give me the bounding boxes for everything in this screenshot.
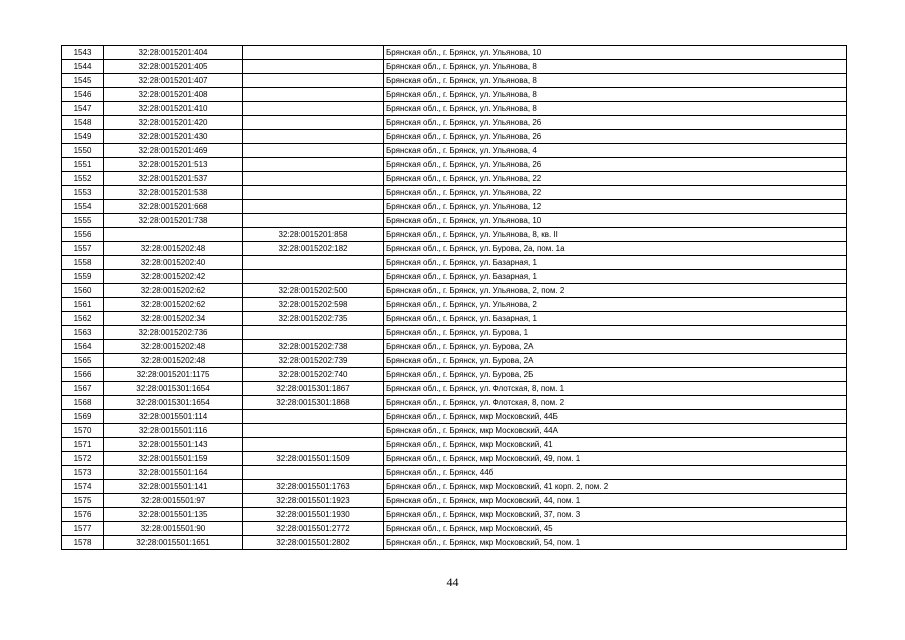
cadastral-number-cell: 32:28:0015201:404	[104, 46, 243, 60]
object-cadastral-number-cell	[243, 130, 384, 144]
row-number-cell: 1559	[62, 270, 104, 284]
address-cell: Брянская обл., г. Брянск, ул. Флотская, 8, пом. 2	[384, 396, 847, 410]
address-cell: Брянская обл., г. Брянск, ул. Бурова, 2а, пом. 1а	[384, 242, 847, 256]
cadastral-number-cell: 32:28:0015202:62	[104, 298, 243, 312]
row-number-cell: 1571	[62, 438, 104, 452]
cadastral-number-cell: 32:28:0015201:420	[104, 116, 243, 130]
cadastral-number-cell: 32:28:0015501:90	[104, 522, 243, 536]
address-cell: Брянская обл., г. Брянск, мкр Московский, 44, пом. 1	[384, 494, 847, 508]
address-cell: Брянская обл., г. Брянск, ул. Ульянова, 8	[384, 60, 847, 74]
address-cell: Брянская обл., г. Брянск, ул. Ульянова, 8	[384, 88, 847, 102]
cadastral-number-cell: 32:28:0015501:114	[104, 410, 243, 424]
table-row	[62, 284, 847, 298]
row-number-cell: 1569	[62, 410, 104, 424]
cadastral-number-cell: 32:28:0015501:159	[104, 452, 243, 466]
object-cadastral-number-cell: 32:28:0015202:738	[243, 340, 384, 354]
cadastral-number-cell: 32:28:0015501:116	[104, 424, 243, 438]
cadastral-number-cell: 32:28:0015201:469	[104, 144, 243, 158]
table-row	[62, 326, 847, 340]
address-cell: Брянская обл., г. Брянск, ул. Бурова, 1	[384, 326, 847, 340]
object-cadastral-number-cell	[243, 438, 384, 452]
object-cadastral-number-cell: 32:28:0015501:1763	[243, 480, 384, 494]
object-cadastral-number-cell	[243, 270, 384, 284]
object-cadastral-number-cell	[243, 74, 384, 88]
object-cadastral-number-cell: 32:28:0015501:2772	[243, 522, 384, 536]
address-cell: Брянская обл., г. Брянск, мкр Московский, 49, пом. 1	[384, 452, 847, 466]
row-number-cell: 1554	[62, 200, 104, 214]
address-cell: Брянская обл., г. Брянск, ул. Ульянова, 2	[384, 298, 847, 312]
address-cell: Брянская обл., г. Брянск, ул. Ульянова, 2, пом. 2	[384, 284, 847, 298]
object-cadastral-number-cell	[243, 116, 384, 130]
cadastral-number-cell: 32:28:0015202:48	[104, 340, 243, 354]
row-number-cell: 1572	[62, 452, 104, 466]
row-number-cell: 1575	[62, 494, 104, 508]
object-cadastral-number-cell: 32:28:0015301:1868	[243, 396, 384, 410]
object-cadastral-number-cell: 32:28:0015202:735	[243, 312, 384, 326]
cadastral-number-cell: 32:28:0015201:668	[104, 200, 243, 214]
address-cell: Брянская обл., г. Брянск, мкр Московский, 44А	[384, 424, 847, 438]
table-row	[62, 60, 847, 74]
object-cadastral-number-cell	[243, 214, 384, 228]
address-cell: Брянская обл., г. Брянск, ул. Флотская, 8, пом. 1	[384, 382, 847, 396]
row-number-cell: 1561	[62, 298, 104, 312]
table-row	[62, 228, 847, 242]
address-cell: Брянская обл., г. Брянск, ул. Ульянова, 10	[384, 46, 847, 60]
object-cadastral-number-cell: 32:28:0015501:1509	[243, 452, 384, 466]
cadastral-number-cell: 32:28:0015202:40	[104, 256, 243, 270]
address-cell: Брянская обл., г. Брянск, ул. Бурова, 2А	[384, 340, 847, 354]
table-row	[62, 172, 847, 186]
cadastral-number-cell: 32:28:0015201:407	[104, 74, 243, 88]
cadastral-number-cell: 32:28:0015501:135	[104, 508, 243, 522]
address-cell: Брянская обл., г. Брянск, ул. Бурова, 2Б	[384, 368, 847, 382]
cadastral-number-cell: 32:28:0015501:164	[104, 466, 243, 480]
object-cadastral-number-cell	[243, 102, 384, 116]
table-body	[62, 46, 847, 550]
row-number-cell: 1562	[62, 312, 104, 326]
address-cell: Брянская обл., г. Брянск, ул. Ульянова, 10	[384, 214, 847, 228]
cadastral-number-cell: 32:28:0015501:97	[104, 494, 243, 508]
table-row	[62, 396, 847, 410]
table-row	[62, 494, 847, 508]
row-number-cell: 1548	[62, 116, 104, 130]
row-number-cell: 1551	[62, 158, 104, 172]
table-row	[62, 340, 847, 354]
row-number-cell: 1574	[62, 480, 104, 494]
address-cell: Брянская обл., г. Брянск, мкр Московский, 37, пом. 3	[384, 508, 847, 522]
address-cell: Брянская обл., г. Брянск, ул. Ульянова, 8, кв. II	[384, 228, 847, 242]
cadastral-number-cell: 32:28:0015301:1654	[104, 382, 243, 396]
address-cell: Брянская обл., г. Брянск, ул. Базарная, 1	[384, 270, 847, 284]
address-cell: Брянская обл., г. Брянск, мкр Московский, 41	[384, 438, 847, 452]
cadastral-table	[61, 45, 847, 550]
cadastral-number-cell: 32:28:0015201:1175	[104, 368, 243, 382]
address-cell: Брянская обл., г. Брянск, ул. Базарная, 1	[384, 256, 847, 270]
address-cell: Брянская обл., г. Брянск, ул. Ульянова, 12	[384, 200, 847, 214]
object-cadastral-number-cell	[243, 158, 384, 172]
address-cell: Брянская обл., г. Брянск, ул. Ульянова, 8	[384, 102, 847, 116]
object-cadastral-number-cell	[243, 186, 384, 200]
table-row	[62, 508, 847, 522]
cadastral-number-cell: 32:28:0015501:1651	[104, 536, 243, 550]
cadastral-number-cell: 32:28:0015501:143	[104, 438, 243, 452]
row-number-cell: 1577	[62, 522, 104, 536]
cadastral-number-cell: 32:28:0015202:48	[104, 354, 243, 368]
table-row	[62, 270, 847, 284]
row-number-cell: 1566	[62, 368, 104, 382]
table-row	[62, 410, 847, 424]
address-cell: Брянская обл., г. Брянск, мкр Московский, 45	[384, 522, 847, 536]
table-row	[62, 466, 847, 480]
object-cadastral-number-cell	[243, 466, 384, 480]
row-number-cell: 1549	[62, 130, 104, 144]
cadastral-number-cell: 32:28:0015201:513	[104, 158, 243, 172]
address-cell: Брянская обл., г. Брянск, ул. Ульянова, 26	[384, 130, 847, 144]
cadastral-number-cell: 32:28:0015501:141	[104, 480, 243, 494]
table-row	[62, 368, 847, 382]
row-number-cell: 1553	[62, 186, 104, 200]
row-number-cell: 1556	[62, 228, 104, 242]
table-row	[62, 200, 847, 214]
cadastral-number-cell: 32:28:0015202:62	[104, 284, 243, 298]
address-cell: Брянская обл., г. Брянск, ул. Базарная, 1	[384, 312, 847, 326]
object-cadastral-number-cell: 32:28:0015501:1930	[243, 508, 384, 522]
address-cell: Брянская обл., г. Брянск, ул. Ульянова, 22	[384, 172, 847, 186]
row-number-cell: 1550	[62, 144, 104, 158]
table-row	[62, 214, 847, 228]
table-row	[62, 130, 847, 144]
page-number: 44	[446, 575, 459, 589]
object-cadastral-number-cell: 32:28:0015202:500	[243, 284, 384, 298]
table-row	[62, 522, 847, 536]
object-cadastral-number-cell: 32:28:0015501:1923	[243, 494, 384, 508]
address-cell: Брянская обл., г. Брянск, мкр Московский, 44Б	[384, 410, 847, 424]
table-row	[62, 354, 847, 368]
row-number-cell: 1573	[62, 466, 104, 480]
row-number-cell: 1565	[62, 354, 104, 368]
cadastral-number-cell: 32:28:0015301:1654	[104, 396, 243, 410]
cadastral-number-cell	[104, 228, 243, 242]
table-row	[62, 88, 847, 102]
address-cell: Брянская обл., г. Брянск, 44б	[384, 466, 847, 480]
object-cadastral-number-cell	[243, 424, 384, 438]
row-number-cell: 1576	[62, 508, 104, 522]
object-cadastral-number-cell: 32:28:0015201:858	[243, 228, 384, 242]
row-number-cell: 1546	[62, 88, 104, 102]
cadastral-number-cell: 32:28:0015202:736	[104, 326, 243, 340]
row-number-cell: 1558	[62, 256, 104, 270]
cadastral-number-cell: 32:28:0015201:738	[104, 214, 243, 228]
row-number-cell: 1552	[62, 172, 104, 186]
table-row	[62, 116, 847, 130]
object-cadastral-number-cell	[243, 256, 384, 270]
table-row	[62, 74, 847, 88]
table-row	[62, 46, 847, 60]
object-cadastral-number-cell	[243, 144, 384, 158]
object-cadastral-number-cell	[243, 88, 384, 102]
table-row	[62, 312, 847, 326]
address-cell: Брянская обл., г. Брянск, ул. Бурова, 2А	[384, 354, 847, 368]
table-row	[62, 480, 847, 494]
object-cadastral-number-cell: 32:28:0015202:740	[243, 368, 384, 382]
table-row	[62, 452, 847, 466]
table-row	[62, 158, 847, 172]
object-cadastral-number-cell	[243, 46, 384, 60]
cadastral-number-cell: 32:28:0015201:408	[104, 88, 243, 102]
address-cell: Брянская обл., г. Брянск, ул. Ульянова, 26	[384, 116, 847, 130]
table-row	[62, 144, 847, 158]
address-cell: Брянская обл., г. Брянск, мкр Московский, 54, пом. 1	[384, 536, 847, 550]
address-cell: Брянская обл., г. Брянск, ул. Ульянова, 22	[384, 186, 847, 200]
row-number-cell: 1560	[62, 284, 104, 298]
object-cadastral-number-cell	[243, 60, 384, 74]
object-cadastral-number-cell	[243, 410, 384, 424]
cadastral-number-cell: 32:28:0015202:34	[104, 312, 243, 326]
table-row	[62, 256, 847, 270]
row-number-cell: 1544	[62, 60, 104, 74]
object-cadastral-number-cell: 32:28:0015202:739	[243, 354, 384, 368]
table-row	[62, 298, 847, 312]
cadastral-number-cell: 32:28:0015202:48	[104, 242, 243, 256]
table-row	[62, 424, 847, 438]
table-row	[62, 102, 847, 116]
cadastral-number-cell: 32:28:0015201:410	[104, 102, 243, 116]
table-row	[62, 186, 847, 200]
row-number-cell: 1557	[62, 242, 104, 256]
object-cadastral-number-cell	[243, 200, 384, 214]
row-number-cell: 1547	[62, 102, 104, 116]
object-cadastral-number-cell	[243, 172, 384, 186]
object-cadastral-number-cell: 32:28:0015301:1867	[243, 382, 384, 396]
row-number-cell: 1564	[62, 340, 104, 354]
table-row	[62, 382, 847, 396]
address-cell: Брянская обл., г. Брянск, ул. Ульянова, 4	[384, 144, 847, 158]
row-number-cell: 1578	[62, 536, 104, 550]
row-number-cell: 1545	[62, 74, 104, 88]
table-row	[62, 536, 847, 550]
address-cell: Брянская обл., г. Брянск, ул. Ульянова, 8	[384, 74, 847, 88]
row-number-cell: 1563	[62, 326, 104, 340]
cadastral-number-cell: 32:28:0015201:538	[104, 186, 243, 200]
table-row	[62, 242, 847, 256]
table-row	[62, 438, 847, 452]
object-cadastral-number-cell: 32:28:0015202:182	[243, 242, 384, 256]
row-number-cell: 1555	[62, 214, 104, 228]
object-cadastral-number-cell: 32:28:0015202:598	[243, 298, 384, 312]
address-cell: Брянская обл., г. Брянск, мкр Московский, 41 корп. 2, пом. 2	[384, 480, 847, 494]
row-number-cell: 1570	[62, 424, 104, 438]
cadastral-number-cell: 32:28:0015201:405	[104, 60, 243, 74]
row-number-cell: 1543	[62, 46, 104, 60]
cadastral-number-cell: 32:28:0015202:42	[104, 270, 243, 284]
cadastral-number-cell: 32:28:0015201:430	[104, 130, 243, 144]
address-cell: Брянская обл., г. Брянск, ул. Ульянова, 26	[384, 158, 847, 172]
object-cadastral-number-cell: 32:28:0015501:2802	[243, 536, 384, 550]
object-cadastral-number-cell	[243, 326, 384, 340]
row-number-cell: 1568	[62, 396, 104, 410]
row-number-cell: 1567	[62, 382, 104, 396]
cadastral-number-cell: 32:28:0015201:537	[104, 172, 243, 186]
